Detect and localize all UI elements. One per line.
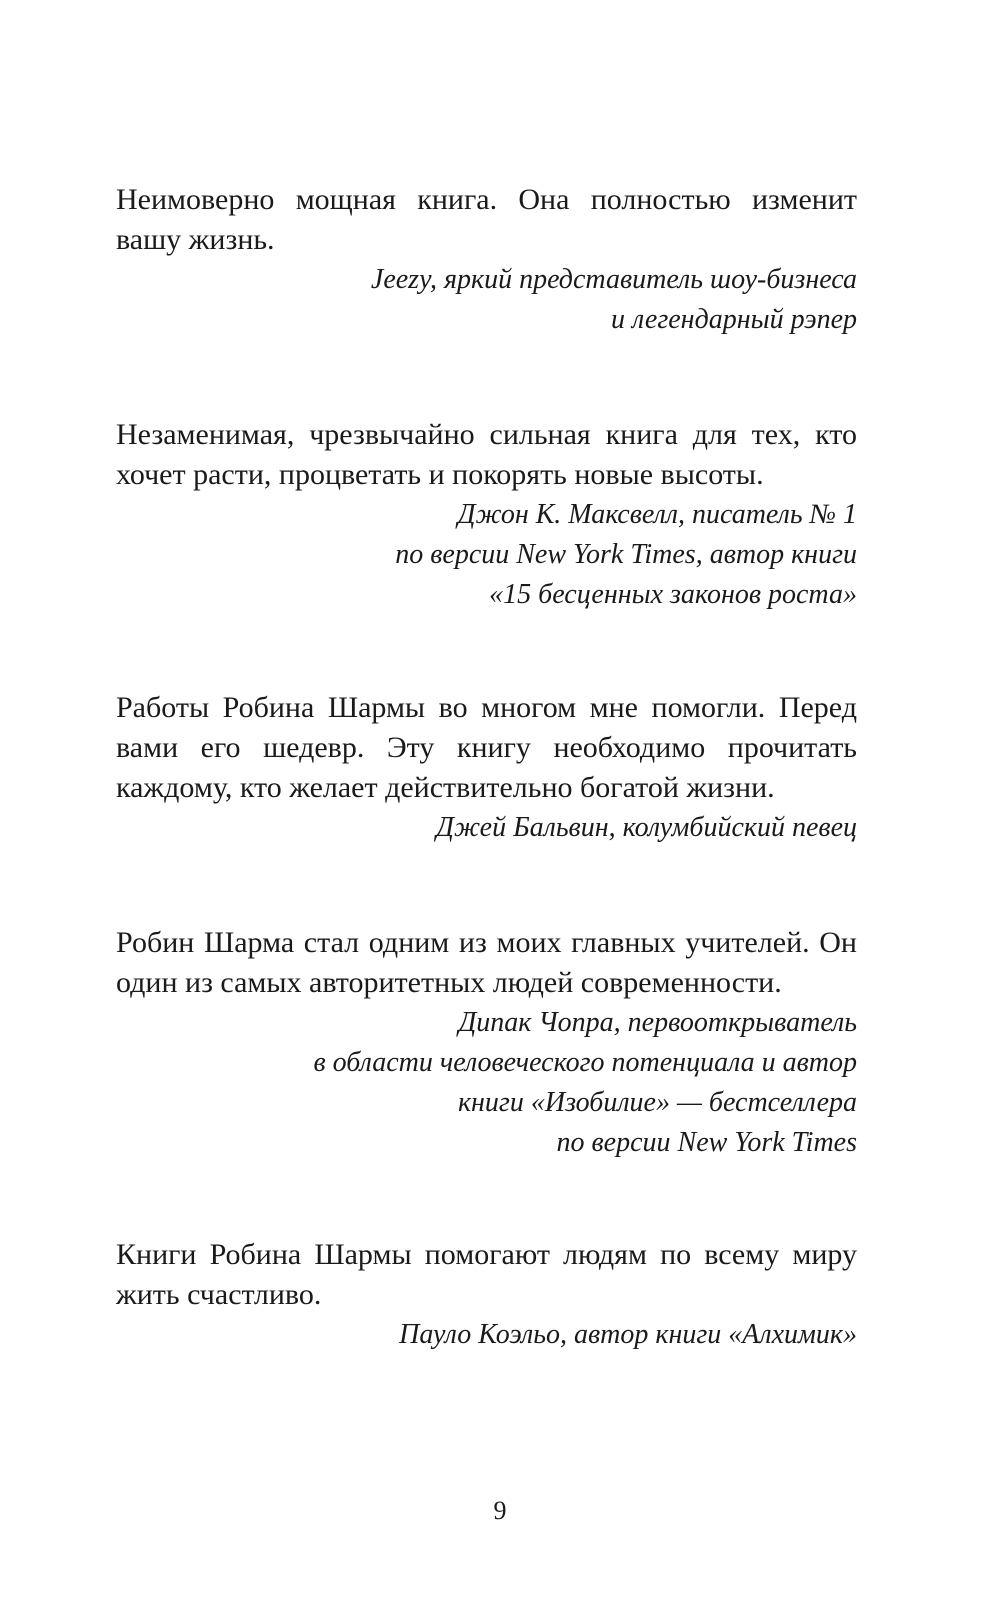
attribution-line: по версии New York Times	[556, 1127, 857, 1158]
endorsement-quote: Робин Шарма стал одним из моих главных учителей. Он один из самых авторитетных людей современности.	[116, 926, 857, 999]
attribution-line: по версии New York Times, автор книги	[395, 539, 857, 570]
endorsement-4	[116, 923, 857, 1163]
endorsement-attribution	[116, 1003, 857, 1163]
endorsement-attribution	[116, 1315, 857, 1355]
endorsement-quote: Работы Робина Шармы во многом мне помогли. Перед вами его шедевр. Эту книгу необходимо прочитать каждому, кто желает действительно богатой жизни.	[116, 691, 857, 804]
page-number: 9	[493, 1496, 507, 1525]
endorsement-quote: Книги Робина Шармы помогают людям по всему миру жить счастливо.	[116, 1238, 857, 1311]
attribution-line: Джей Бальвин, колумбийский певец	[436, 812, 857, 843]
endorsement-quote: Неимоверно мощная книга. Она полностью изменит вашу жизнь.	[116, 183, 857, 256]
endorsement-5	[116, 1235, 857, 1355]
attribution-line: Дипак Чопра, первооткрыватель	[458, 1007, 857, 1038]
endorsement-1	[116, 180, 857, 340]
endorsement-attribution	[116, 260, 857, 340]
attribution-line: «15 бесценных законов роста»	[489, 579, 857, 610]
attribution-line: Пауло Коэльо, автор книги «Алхимик»	[399, 1319, 857, 1350]
endorsement-3	[116, 688, 857, 848]
attribution-line: Jeezy, яркий представитель шоу-бизнеса	[370, 264, 857, 295]
attribution-line: книги «Изобилие» — бестселлера	[457, 1087, 857, 1118]
endorsement-attribution	[116, 495, 857, 615]
attribution-line: в области человеческого потенциала и автор	[313, 1047, 857, 1078]
endorsement-quote: Незаменимая, чрезвычайно сильная книга для тех, кто хочет расти, процветать и покорять новые высоты.	[116, 418, 857, 491]
attribution-line: и легендарный рэпер	[611, 304, 857, 335]
endorsement-2	[116, 415, 857, 615]
attribution-line: Джон К. Максвелл, писатель № 1	[457, 499, 857, 530]
endorsement-attribution	[116, 808, 857, 848]
